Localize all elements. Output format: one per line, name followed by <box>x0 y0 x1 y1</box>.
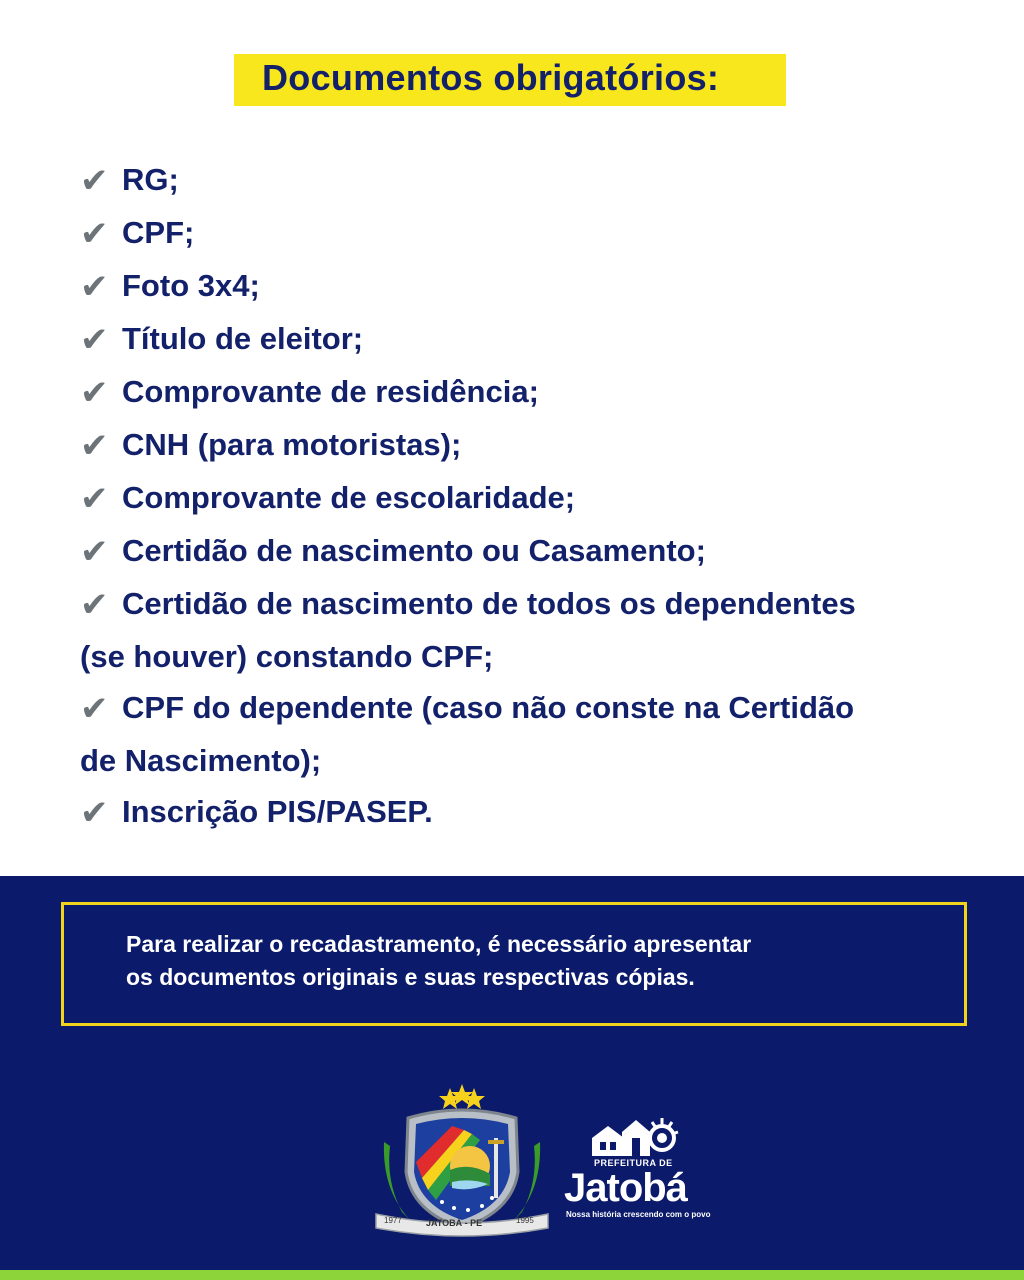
list-item: ✔ RG; <box>80 154 980 207</box>
logo-tagline: Nossa história crescendo com o povo <box>566 1210 711 1219</box>
list-item: ✔ Comprovante de escolaridade; <box>80 472 980 525</box>
page-title: Documentos obrigatórios: <box>262 57 720 98</box>
crest-year-left: 1977 <box>384 1216 402 1225</box>
list-item: ✔ Foto 3x4; <box>80 260 980 313</box>
check-icon: ✔ <box>80 586 109 624</box>
check-icon: ✔ <box>80 427 109 465</box>
check-icon: ✔ <box>80 690 109 728</box>
crest-year-right: 1995 <box>516 1216 534 1225</box>
list-item: ✔ Inscrição PIS/PASEP. <box>80 786 980 839</box>
check-icon: ✔ <box>80 162 109 200</box>
list-item-continuation: de Nascimento); <box>80 743 322 778</box>
list-item: ✔ Comprovante de residência; <box>80 366 980 419</box>
list-item: ✔ CNH (para motoristas); <box>80 419 980 472</box>
check-icon: ✔ <box>80 374 109 412</box>
crest-name: JATOBÁ - PE <box>426 1218 483 1228</box>
list-item: ✔ Certidão de nascimento de todos os dependentes <box>80 578 980 631</box>
notice-text: Para realizar o recadastramento, é necessário apresentar os documentos originais e suas respectivas cópias. <box>126 931 752 990</box>
list-item: ✔ Certidão de nascimento ou Casamento; <box>80 525 980 578</box>
document-list <box>80 154 980 839</box>
bottom-accent-bar <box>0 1270 1024 1280</box>
check-icon: ✔ <box>80 215 109 253</box>
logo-label: PREFEITURA DE <box>594 1158 673 1168</box>
check-icon: ✔ <box>80 480 109 518</box>
list-item: ✔ CPF do dependente (caso não conste na Certidão <box>80 682 980 735</box>
list-item: ✔ CPF; <box>80 207 980 260</box>
list-item-continuation: (se houver) constando CPF; <box>80 639 494 674</box>
logo-name: Jatobá <box>564 1166 687 1210</box>
check-icon: ✔ <box>80 794 109 832</box>
check-icon: ✔ <box>80 268 109 306</box>
check-icon: ✔ <box>80 533 109 571</box>
check-icon: ✔ <box>80 321 109 359</box>
list-item: ✔ Título de eleitor; <box>80 313 980 366</box>
